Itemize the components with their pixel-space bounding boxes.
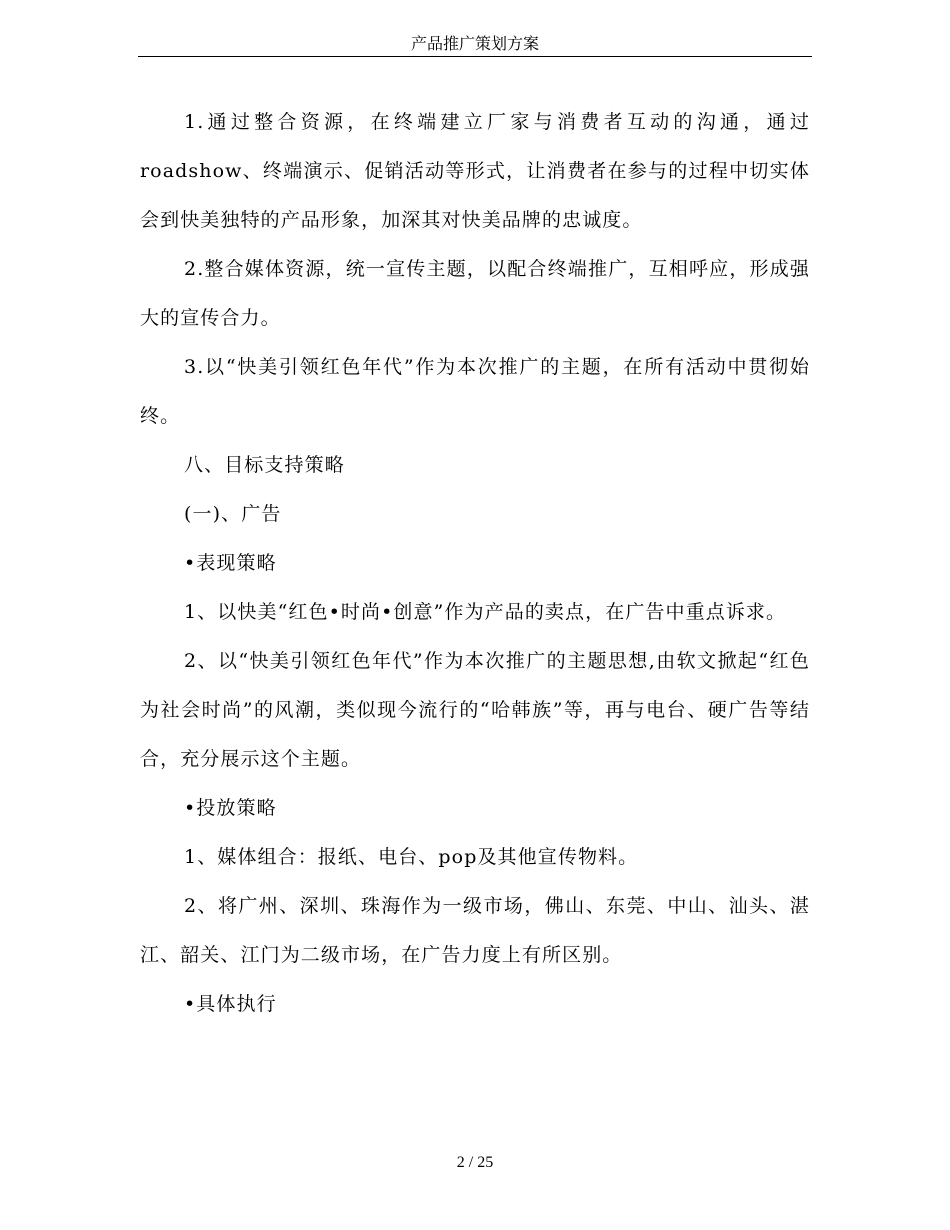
paragraph-integrate-resources: 1.通过整合资源，在终端建立厂家与消费者互动的沟通，通过roadshow、终端演示、促销活动等形式，让消费者在参与的过程中切实体会到快美独特的产品形象，加深其对快美品牌的忠诚度。	[140, 111, 810, 231]
subsection-heading-advertising: (一)、广告	[184, 503, 282, 525]
bullet-heading-execution: •具体执行	[184, 993, 277, 1015]
paragraph-market-tiers: 2、将广州、深圳、珠海作为一级市场，佛山、东莞、中山、汕头、湛江、韶关、江门为二级市场，在广告力度上有所区别。	[140, 895, 810, 966]
page-header-title: 产品推广策划方案	[410, 34, 539, 53]
bullet-heading-placement-strategy: •投放策略	[184, 797, 277, 819]
paragraph-theme-idea: 2、以“快美引领红色年代”作为本次推广的主题思想,由软文掀起“红色为社会时尚”的风潮，类似现今流行的“哈韩族”等，再与电台、硬广告等结合，充分展示这个主题。	[140, 650, 810, 770]
paragraph-media-mix: 1、媒体组合：报纸、电台、pop及其他宣传物料。	[184, 846, 639, 868]
page-number: 2 / 25	[456, 1154, 494, 1171]
paragraph-integrate-media: 2.整合媒体资源，统一宣传主题，以配合终端推广，互相呼应，形成强大的宣传合力。	[140, 258, 810, 329]
document-body	[140, 98, 810, 1029]
bullet-heading-expression-strategy: •表现策略	[184, 552, 277, 574]
paragraph-selling-point: 1、以快美“红色•时尚•创意”作为产品的卖点，在广告中重点诉求。	[184, 601, 787, 623]
section-heading-target-support: 八、目标支持策略	[184, 454, 345, 476]
paragraph-theme: 3.以“快美引领红色年代”作为本次推广的主题，在所有活动中贯彻始终。	[140, 356, 810, 427]
header-divider	[138, 56, 812, 57]
